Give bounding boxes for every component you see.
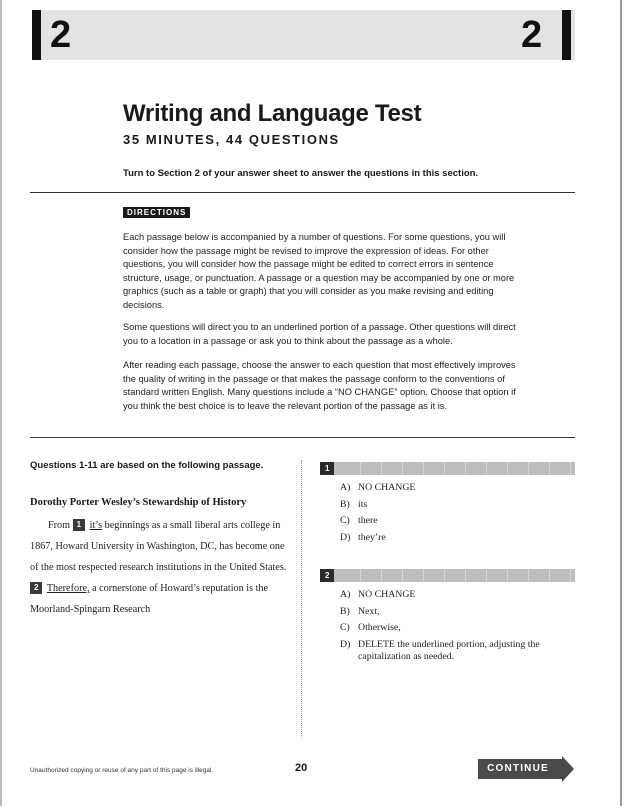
option-text: NO CHANGE — [358, 482, 416, 493]
section-number-right: 2 — [521, 14, 543, 56]
answer-sheet-instruction: Turn to Section 2 of your answer sheet to answer the questions in this section. — [123, 168, 479, 179]
option-text: they’re — [358, 531, 386, 543]
option-letter: B) — [340, 498, 350, 510]
passage-segment: a cornerstone of Howard’s reputation is the Moorland-Spingarn Research — [30, 583, 269, 615]
answer-option-1c[interactable] — [340, 515, 572, 528]
section-bar-right — [562, 10, 571, 60]
answer-option-1b[interactable] — [340, 499, 572, 512]
directions-paragraph: After reading each passage, choose the answer to each question that most effectively improves the quality of writing in the passage or that makes the passage conform to the conventions of standard written English. Many questions include a “NO CHANGE” option. Choose that option if you think the best choice is to leave the relevant portion of the passage as it is. — [123, 360, 516, 411]
passage-title: Dorothy Porter Wesley’s Stewardship of History — [30, 497, 247, 508]
section-number-left: 2 — [50, 14, 72, 56]
option-letter: C) — [340, 515, 350, 526]
answer-option-2c[interactable] — [340, 622, 572, 635]
continue-button[interactable]: CONTINUE — [478, 759, 562, 779]
section-header-band — [32, 10, 575, 60]
question-bar-ticks — [340, 462, 575, 475]
directions-paragraph: Each passage below is accompanied by a number of questions. For some questions, you will consider how the passage might be revised to improve the expression of ideas. For other questions, you will consider how the passage might be edited to correct errors in sentence structure, usage, or punctuation. A passage or a question may be accompanied by one or more graphics (such as a table or graph) that you will consider as you make revising and editing decisions. — [123, 232, 515, 310]
questions-intro: Questions 1-11 are based on the following passage. — [30, 460, 264, 471]
option-letter: D) — [340, 638, 351, 650]
underlined-portion-2[interactable]: Therefore, — [46, 583, 90, 594]
question-bar-1 — [320, 462, 575, 475]
option-text: there — [358, 515, 378, 526]
continue-arrow-icon[interactable] — [562, 756, 574, 782]
question-bar-ticks — [340, 569, 575, 582]
directions-paragraph: Some questions will direct you to an underlined portion of a passage. Other questions will direct you to a location in a passage or ask you to think about the passage as a whole. — [123, 322, 516, 346]
answer-options-1 — [340, 482, 572, 548]
directions-label: DIRECTIONS — [123, 207, 190, 218]
underlined-portion-1[interactable]: it’s — [89, 520, 103, 531]
option-letter: C) — [340, 622, 350, 633]
question-bar-2 — [320, 569, 575, 582]
option-letter: A) — [340, 589, 351, 600]
passage-text — [30, 515, 292, 620]
option-letter: B) — [340, 605, 350, 617]
copyright-notice: Unauthorized copying or reuse of any part of this page is illegal. — [30, 767, 214, 774]
answer-options-2 — [340, 589, 572, 668]
option-letter: D) — [340, 531, 351, 543]
answer-option-1a[interactable] — [340, 482, 572, 495]
option-text: NO CHANGE — [358, 589, 416, 600]
answer-option-2a[interactable] — [340, 589, 572, 602]
answer-option-1d[interactable] — [340, 532, 572, 545]
passage-segment: beginnings as a small liberal arts college in 1867, Howard University in Washington, DC, has become one of the most respected research institutions in the United States. — [30, 520, 287, 573]
column-divider — [301, 460, 302, 738]
page-subtitle: 35 MINUTES, 44 QUESTIONS — [123, 132, 340, 147]
question-marker-2[interactable]: 2 — [30, 582, 42, 594]
option-text: its — [358, 498, 368, 510]
divider-bottom — [30, 437, 575, 438]
question-number-2: 2 — [320, 569, 334, 582]
passage-segment: From — [48, 520, 71, 531]
question-marker-1[interactable]: 1 — [73, 519, 85, 531]
question-number-1: 1 — [320, 462, 334, 475]
option-text: Otherwise, — [358, 622, 401, 633]
option-text: DELETE the underlined portion, adjusting the capitalization as needed. — [358, 638, 540, 662]
answer-option-2b[interactable] — [340, 606, 572, 619]
answer-option-2d[interactable] — [340, 639, 572, 664]
option-text: Next, — [358, 605, 380, 617]
option-letter: A) — [340, 482, 351, 493]
page-number: 20 — [295, 762, 308, 774]
divider-top — [30, 192, 575, 193]
page-title: Writing and Language Test — [123, 100, 422, 127]
section-bar-left — [32, 10, 41, 60]
